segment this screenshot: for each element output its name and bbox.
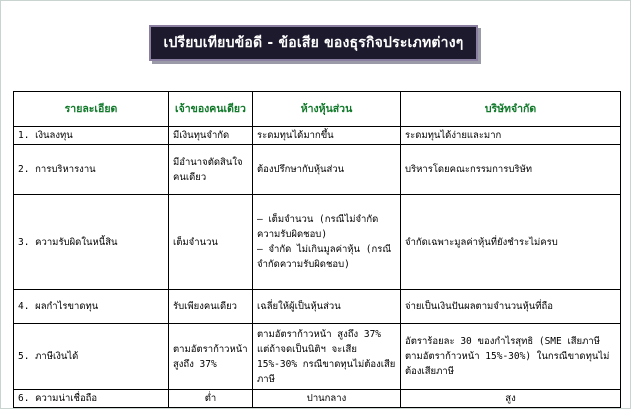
table-row xyxy=(14,290,621,324)
table-row xyxy=(14,324,621,390)
header-company: บริษัทจำกัด xyxy=(401,92,621,127)
header-sole-proprietor: เจ้าของคนเดียว xyxy=(169,92,253,127)
row-detail: 1. เงินลงทุน xyxy=(14,127,169,145)
header-detail: รายละเอียด xyxy=(14,92,169,127)
table-row xyxy=(14,390,621,408)
row-detail: 6. ความน่าเชื่อถือ xyxy=(14,390,169,408)
page-title: เปรียบเทียบข้อดี - ข้อเสีย ของธุรกิจประเภทต่างๆ xyxy=(149,25,478,61)
row-partnership: ปานกลาง xyxy=(253,390,401,408)
row-sole: รับเพียงคนเดียว xyxy=(169,290,253,324)
row-sole: มีเงินทุนจำกัด xyxy=(169,127,253,145)
row-partnership: ระดมทุนได้มากขึ้น xyxy=(253,127,401,145)
liability-item-unlimited: – เต็มจำนวน (กรณีไม่จำกัดความรับผิดชอบ) xyxy=(257,214,379,240)
row-partnership: ตามอัตราก้าวหน้า สูงถึง 37% แต่ถ้าจดเป็นนิติฯ จะเสีย 15%-30% กรณีขาดทุนไม่ต้องเสียภาษี xyxy=(253,324,401,390)
row-sole: มีอำนาจตัดสินใจคนเดียว xyxy=(169,145,253,195)
table-header-row xyxy=(14,92,621,127)
row-sole: ตามอัตราก้าวหน้า สูงถึง 37% xyxy=(169,324,253,390)
table-row xyxy=(14,127,621,145)
row-sole: ต่ำ xyxy=(169,390,253,408)
row-partnership xyxy=(253,195,401,290)
row-company: จ่ายเป็นเงินปันผลตามจำนวนหุ้นที่ถือ xyxy=(401,290,621,324)
row-detail: 3. ความรับผิดในหนี้สิน xyxy=(14,195,169,290)
liability-item-limited: – จำกัด ไม่เกินมูลค่าหุ้น (กรณีจำกัดความรับผิดชอบ) xyxy=(257,244,392,270)
row-company: สูง xyxy=(401,390,621,408)
row-company: บริหารโดยคณะกรรมการบริษัท xyxy=(401,145,621,195)
row-detail: 2. การบริหารงาน xyxy=(14,145,169,195)
row-detail: 4. ผลกำไรขาดทุน xyxy=(14,290,169,324)
table-row xyxy=(14,145,621,195)
row-company: อัตราร้อยละ 30 ของกำไรสุทธิ (SME เสียภาษีตามอัตราก้าวหน้า 15%-30%) ในกรณีขาดทุนไม่ต้องเสียภาษี xyxy=(401,324,621,390)
row-company: ระดมทุนได้ง่ายและมาก xyxy=(401,127,621,145)
row-company: จำกัดเฉพาะมูลค่าหุ้นที่ยังชำระไม่ครบ xyxy=(401,195,621,290)
row-detail: 5. ภาษีเงินได้ xyxy=(14,324,169,390)
comparison-table xyxy=(13,91,621,408)
row-sole: เต็มจำนวน xyxy=(169,195,253,290)
header-partnership: ห้างหุ้นส่วน xyxy=(253,92,401,127)
row-partnership: ต้องปรึกษากับหุ้นส่วน xyxy=(253,145,401,195)
row-partnership: เฉลี่ยให้ผู้เป็นหุ้นส่วน xyxy=(253,290,401,324)
table-row xyxy=(14,195,621,290)
